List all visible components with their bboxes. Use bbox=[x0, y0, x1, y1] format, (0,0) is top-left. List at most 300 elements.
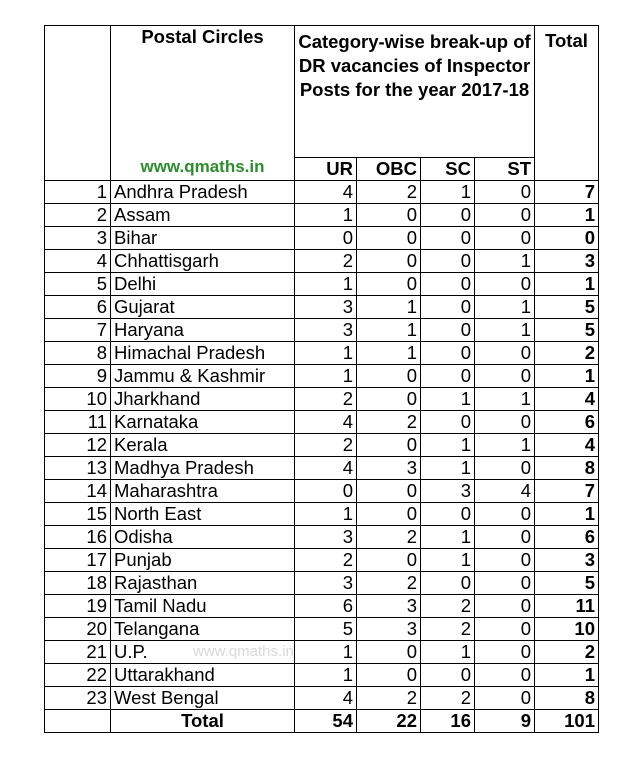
row-serial-text: 4 bbox=[96, 250, 107, 271]
row-total-text: 7 bbox=[584, 181, 595, 202]
row-sc bbox=[421, 641, 475, 664]
row-ur-text: 6 bbox=[342, 595, 353, 616]
row-obc-text: 1 bbox=[406, 296, 417, 317]
row-ur-text: 2 bbox=[342, 434, 353, 455]
row-sc-text: 1 bbox=[460, 181, 471, 202]
row-st-text: 1 bbox=[520, 434, 531, 455]
row-total-text: 6 bbox=[584, 526, 595, 547]
row-postal-circle-text: Jharkhand bbox=[114, 388, 201, 409]
postal-circles-label: Postal Circles bbox=[141, 26, 264, 47]
row-obc bbox=[357, 227, 421, 250]
row-obc-text: 3 bbox=[406, 618, 417, 639]
row-total bbox=[535, 319, 599, 342]
row-total-text: 8 bbox=[584, 687, 595, 708]
row-postal-circle bbox=[111, 526, 295, 549]
table-row bbox=[45, 227, 599, 250]
row-serial bbox=[45, 342, 111, 365]
row-st bbox=[475, 664, 535, 687]
row-postal-circle-text: Himachal Pradesh bbox=[114, 342, 266, 363]
row-postal-circle-text: Assam bbox=[114, 204, 171, 225]
row-postal-circle-text: Punjab bbox=[114, 549, 172, 570]
row-obc-text: 2 bbox=[406, 572, 417, 593]
row-postal-circle-text: Odisha bbox=[114, 526, 173, 547]
row-total bbox=[535, 664, 599, 687]
row-postal-circle bbox=[111, 480, 295, 503]
row-st bbox=[475, 549, 535, 572]
row-postal-circle-text: Kerala bbox=[114, 434, 168, 455]
st-header: ST bbox=[475, 158, 535, 181]
row-ur bbox=[295, 388, 357, 411]
row-sc bbox=[421, 595, 475, 618]
row-st bbox=[475, 687, 535, 710]
row-total-text: 1 bbox=[584, 664, 595, 685]
row-total bbox=[535, 641, 599, 664]
row-total-text: 1 bbox=[584, 204, 595, 225]
row-ur-text: 3 bbox=[342, 526, 353, 547]
row-sc-text: 0 bbox=[460, 250, 471, 271]
row-obc-text: 2 bbox=[406, 181, 417, 202]
row-serial bbox=[45, 296, 111, 319]
row-st bbox=[475, 273, 535, 296]
row-total bbox=[535, 457, 599, 480]
row-serial bbox=[45, 664, 111, 687]
row-obc-text: 2 bbox=[406, 687, 417, 708]
row-serial bbox=[45, 365, 111, 388]
row-sc-text: 0 bbox=[460, 227, 471, 248]
row-total bbox=[535, 618, 599, 641]
row-st bbox=[475, 503, 535, 526]
table-row bbox=[45, 204, 599, 227]
row-obc-text: 2 bbox=[406, 411, 417, 432]
row-sc bbox=[421, 388, 475, 411]
table-row bbox=[45, 641, 599, 664]
row-obc-text: 0 bbox=[406, 434, 417, 455]
row-st-text: 0 bbox=[520, 687, 531, 708]
row-sc-text: 1 bbox=[460, 549, 471, 570]
row-ur bbox=[295, 549, 357, 572]
row-st bbox=[475, 250, 535, 273]
row-sc bbox=[421, 434, 475, 457]
row-sc-text: 0 bbox=[460, 296, 471, 317]
row-obc-text: 2 bbox=[406, 526, 417, 547]
table-row bbox=[45, 480, 599, 503]
row-ur-text: 1 bbox=[342, 664, 353, 685]
row-sc bbox=[421, 227, 475, 250]
row-total-text: 3 bbox=[584, 549, 595, 570]
row-serial-text: 7 bbox=[96, 319, 107, 340]
table-row bbox=[45, 549, 599, 572]
row-ur bbox=[295, 296, 357, 319]
row-total-text: 4 bbox=[584, 434, 595, 455]
row-serial-text: 1 bbox=[96, 181, 107, 202]
row-st-text: 0 bbox=[520, 365, 531, 386]
row-obc-text: 0 bbox=[406, 227, 417, 248]
row-st bbox=[475, 480, 535, 503]
row-st bbox=[475, 411, 535, 434]
row-postal-circle-text: Chhattisgarh bbox=[114, 250, 219, 271]
row-serial-text: 20 bbox=[86, 618, 107, 639]
row-postal-circle-text: Uttarakhand bbox=[114, 664, 215, 685]
row-total-text: 2 bbox=[584, 641, 595, 662]
row-total bbox=[535, 503, 599, 526]
row-st bbox=[475, 181, 535, 204]
row-serial bbox=[45, 204, 111, 227]
table-row bbox=[45, 457, 599, 480]
row-obc-text: 0 bbox=[406, 664, 417, 685]
totals-obc: 22 bbox=[357, 710, 421, 733]
row-sc-text: 2 bbox=[460, 687, 471, 708]
row-ur bbox=[295, 618, 357, 641]
row-st-text: 0 bbox=[520, 595, 531, 616]
row-ur bbox=[295, 572, 357, 595]
row-st-text: 0 bbox=[520, 457, 531, 478]
row-ur-text: 4 bbox=[342, 457, 353, 478]
row-sc-text: 0 bbox=[460, 342, 471, 363]
row-serial-text: 15 bbox=[86, 503, 107, 524]
row-serial bbox=[45, 549, 111, 572]
row-postal-circle bbox=[111, 388, 295, 411]
row-total bbox=[535, 434, 599, 457]
row-sc bbox=[421, 204, 475, 227]
row-total bbox=[535, 480, 599, 503]
website-label: www.qmaths.in bbox=[140, 157, 265, 176]
row-total bbox=[535, 296, 599, 319]
row-st-text: 1 bbox=[520, 319, 531, 340]
row-ur-text: 4 bbox=[342, 181, 353, 202]
row-serial-text: 23 bbox=[86, 687, 107, 708]
row-postal-circle bbox=[111, 595, 295, 618]
row-total bbox=[535, 273, 599, 296]
category-breakup-header: Category-wise break-up of DR vacancies of Inspector Posts for the year 2017-18 bbox=[295, 26, 535, 158]
row-postal-circle bbox=[111, 342, 295, 365]
row-ur-text: 4 bbox=[342, 687, 353, 708]
row-serial-text: 22 bbox=[86, 664, 107, 685]
row-obc-text: 0 bbox=[406, 503, 417, 524]
row-sc bbox=[421, 273, 475, 296]
row-total bbox=[535, 549, 599, 572]
row-postal-circle-text: Telangana bbox=[114, 618, 200, 639]
row-st-text: 0 bbox=[520, 227, 531, 248]
row-ur-text: 1 bbox=[342, 273, 353, 294]
totals-row bbox=[45, 710, 599, 733]
row-postal-circle-text: West Bengal bbox=[114, 687, 219, 708]
row-obc-text: 3 bbox=[406, 595, 417, 616]
row-sc bbox=[421, 687, 475, 710]
row-sc bbox=[421, 181, 475, 204]
row-obc bbox=[357, 434, 421, 457]
row-postal-circle-text: Madhya Pradesh bbox=[114, 457, 254, 478]
row-serial-text: 18 bbox=[86, 572, 107, 593]
row-ur bbox=[295, 434, 357, 457]
row-serial-text: 8 bbox=[96, 342, 107, 363]
row-obc bbox=[357, 250, 421, 273]
row-serial bbox=[45, 273, 111, 296]
row-serial-text: 17 bbox=[86, 549, 107, 570]
row-postal-circle bbox=[111, 181, 295, 204]
row-postal-circle bbox=[111, 434, 295, 457]
row-obc bbox=[357, 664, 421, 687]
row-serial-text: 19 bbox=[86, 595, 107, 616]
row-total bbox=[535, 411, 599, 434]
row-obc bbox=[357, 641, 421, 664]
row-postal-circle-text: Gujarat bbox=[114, 296, 175, 317]
row-total bbox=[535, 204, 599, 227]
row-ur bbox=[295, 595, 357, 618]
row-serial-text: 14 bbox=[86, 480, 107, 501]
row-serial bbox=[45, 388, 111, 411]
row-sc-text: 1 bbox=[460, 388, 471, 409]
row-sc bbox=[421, 250, 475, 273]
row-total-text: 1 bbox=[584, 503, 595, 524]
row-serial bbox=[45, 480, 111, 503]
row-total-text: 5 bbox=[584, 572, 595, 593]
table-row bbox=[45, 273, 599, 296]
row-total-text: 8 bbox=[584, 457, 595, 478]
row-sc bbox=[421, 526, 475, 549]
row-postal-circle-text: Haryana bbox=[114, 319, 184, 340]
row-st-text: 4 bbox=[520, 480, 531, 501]
totals-serial-cell bbox=[45, 710, 111, 733]
row-serial-text: 6 bbox=[96, 296, 107, 317]
vacancy-table bbox=[44, 25, 599, 733]
row-obc bbox=[357, 204, 421, 227]
row-serial-text: 3 bbox=[96, 227, 107, 248]
table-row bbox=[45, 526, 599, 549]
row-serial bbox=[45, 526, 111, 549]
row-postal-circle-text: Jammu & Kashmir bbox=[114, 365, 266, 386]
row-serial bbox=[45, 503, 111, 526]
row-ur-text: 2 bbox=[342, 250, 353, 271]
row-sc bbox=[421, 296, 475, 319]
row-postal-circle-text: Bihar bbox=[114, 227, 158, 248]
row-ur bbox=[295, 480, 357, 503]
total-header: Total bbox=[535, 26, 599, 181]
table-row bbox=[45, 319, 599, 342]
row-sc-text: 0 bbox=[460, 273, 471, 294]
row-postal-circle bbox=[111, 457, 295, 480]
row-serial bbox=[45, 641, 111, 664]
row-st-text: 0 bbox=[520, 572, 531, 593]
row-sc bbox=[421, 503, 475, 526]
row-total-text: 10 bbox=[574, 618, 595, 639]
row-serial bbox=[45, 595, 111, 618]
obc-header: OBC bbox=[357, 158, 421, 181]
row-obc bbox=[357, 365, 421, 388]
row-st-text: 0 bbox=[520, 618, 531, 639]
row-obc-text: 3 bbox=[406, 457, 417, 478]
row-serial-text: 5 bbox=[96, 273, 107, 294]
row-obc bbox=[357, 526, 421, 549]
row-total-text: 2 bbox=[584, 342, 595, 363]
row-obc bbox=[357, 595, 421, 618]
row-st bbox=[475, 204, 535, 227]
row-obc-text: 0 bbox=[406, 480, 417, 501]
row-sc bbox=[421, 319, 475, 342]
row-serial-text: 12 bbox=[86, 434, 107, 455]
table-row bbox=[45, 434, 599, 457]
row-obc bbox=[357, 296, 421, 319]
row-total bbox=[535, 365, 599, 388]
table-row bbox=[45, 365, 599, 388]
row-obc bbox=[357, 549, 421, 572]
row-postal-circle bbox=[111, 227, 295, 250]
row-serial-text: 9 bbox=[96, 365, 107, 386]
row-sc bbox=[421, 342, 475, 365]
row-st bbox=[475, 365, 535, 388]
table-row bbox=[45, 664, 599, 687]
totals-total: 101 bbox=[535, 710, 599, 733]
row-ur-text: 0 bbox=[342, 480, 353, 501]
row-st bbox=[475, 434, 535, 457]
row-serial-text: 16 bbox=[86, 526, 107, 547]
row-st-text: 1 bbox=[520, 296, 531, 317]
row-serial-text: 2 bbox=[96, 204, 107, 225]
row-total-text: 3 bbox=[584, 250, 595, 271]
row-ur-text: 1 bbox=[342, 204, 353, 225]
row-st-text: 0 bbox=[520, 503, 531, 524]
row-postal-circle-text: Karnataka bbox=[114, 411, 199, 432]
row-sc-text: 0 bbox=[460, 411, 471, 432]
row-serial bbox=[45, 181, 111, 204]
row-ur bbox=[295, 365, 357, 388]
row-serial bbox=[45, 434, 111, 457]
row-ur bbox=[295, 411, 357, 434]
table-row bbox=[45, 181, 599, 204]
row-sc-text: 2 bbox=[460, 595, 471, 616]
row-ur bbox=[295, 526, 357, 549]
row-st-text: 0 bbox=[520, 411, 531, 432]
row-st-text: 0 bbox=[520, 526, 531, 547]
row-st bbox=[475, 618, 535, 641]
row-total bbox=[535, 250, 599, 273]
row-postal-circle bbox=[111, 411, 295, 434]
row-total bbox=[535, 572, 599, 595]
row-postal-circle bbox=[111, 296, 295, 319]
row-sc-text: 3 bbox=[460, 480, 471, 501]
row-st bbox=[475, 319, 535, 342]
row-postal-circle-text: Maharashtra bbox=[114, 480, 218, 501]
row-total bbox=[535, 526, 599, 549]
row-st-text: 0 bbox=[520, 641, 531, 662]
row-serial bbox=[45, 227, 111, 250]
row-postal-circle bbox=[111, 572, 295, 595]
row-postal-circle bbox=[111, 664, 295, 687]
row-serial-text: 13 bbox=[86, 457, 107, 478]
row-postal-circle bbox=[111, 641, 295, 664]
row-postal-circle bbox=[111, 618, 295, 641]
table-row bbox=[45, 618, 599, 641]
row-st bbox=[475, 595, 535, 618]
row-obc bbox=[357, 342, 421, 365]
row-ur-text: 3 bbox=[342, 319, 353, 340]
row-st bbox=[475, 641, 535, 664]
row-obc-text: 0 bbox=[406, 204, 417, 225]
row-ur bbox=[295, 319, 357, 342]
header-row bbox=[45, 26, 599, 158]
row-total-text: 5 bbox=[584, 319, 595, 340]
row-total bbox=[535, 342, 599, 365]
row-postal-circle-text: Delhi bbox=[114, 273, 157, 294]
row-ur bbox=[295, 204, 357, 227]
row-ur-text: 2 bbox=[342, 549, 353, 570]
row-sc bbox=[421, 618, 475, 641]
table-row bbox=[45, 342, 599, 365]
watermark-text: www.qmaths.in bbox=[193, 643, 294, 660]
row-ur bbox=[295, 503, 357, 526]
row-ur bbox=[295, 687, 357, 710]
row-postal-circle-text: U.P. bbox=[114, 641, 148, 662]
row-postal-circle bbox=[111, 204, 295, 227]
row-sc bbox=[421, 480, 475, 503]
row-serial-text: 11 bbox=[87, 411, 107, 432]
row-ur-text: 5 bbox=[342, 618, 353, 639]
row-serial bbox=[45, 572, 111, 595]
totals-ur: 54 bbox=[295, 710, 357, 733]
row-postal-circle bbox=[111, 273, 295, 296]
row-serial bbox=[45, 411, 111, 434]
row-st-text: 0 bbox=[520, 273, 531, 294]
row-st-text: 0 bbox=[520, 549, 531, 570]
row-obc bbox=[357, 319, 421, 342]
row-postal-circle-text: Andhra Pradesh bbox=[114, 181, 248, 202]
row-sc-text: 1 bbox=[460, 641, 471, 662]
row-st-text: 0 bbox=[520, 204, 531, 225]
row-ur-text: 4 bbox=[342, 411, 353, 432]
row-ur-text: 1 bbox=[342, 365, 353, 386]
row-st-text: 1 bbox=[520, 388, 531, 409]
row-postal-circle bbox=[111, 365, 295, 388]
serial-header-cell bbox=[45, 26, 111, 181]
sc-header: SC bbox=[421, 158, 475, 181]
row-postal-circle bbox=[111, 687, 295, 710]
row-postal-circle-text: Tamil Nadu bbox=[114, 595, 207, 616]
row-sc-text: 0 bbox=[460, 365, 471, 386]
row-obc bbox=[357, 480, 421, 503]
row-sc-text: 1 bbox=[460, 434, 471, 455]
row-sc bbox=[421, 411, 475, 434]
row-obc bbox=[357, 388, 421, 411]
row-ur bbox=[295, 273, 357, 296]
row-total bbox=[535, 181, 599, 204]
table-row bbox=[45, 296, 599, 319]
row-obc bbox=[357, 687, 421, 710]
row-ur bbox=[295, 250, 357, 273]
row-sc bbox=[421, 664, 475, 687]
row-obc bbox=[357, 411, 421, 434]
row-st-text: 0 bbox=[520, 181, 531, 202]
row-obc bbox=[357, 457, 421, 480]
row-serial-text: 10 bbox=[86, 388, 107, 409]
row-postal-circle-text: Rajasthan bbox=[114, 572, 198, 593]
row-obc bbox=[357, 181, 421, 204]
row-ur bbox=[295, 664, 357, 687]
row-sc bbox=[421, 549, 475, 572]
ur-header: UR bbox=[295, 158, 357, 181]
row-total-text: 11 bbox=[575, 595, 595, 616]
row-serial bbox=[45, 618, 111, 641]
row-obc-text: 0 bbox=[406, 273, 417, 294]
row-serial-text: 21 bbox=[86, 641, 107, 662]
row-ur-text: 0 bbox=[342, 227, 353, 248]
row-sc-text: 2 bbox=[460, 618, 471, 639]
row-total bbox=[535, 388, 599, 411]
row-postal-circle bbox=[111, 549, 295, 572]
postal-circles-header bbox=[111, 26, 295, 181]
table-row bbox=[45, 503, 599, 526]
row-obc-text: 0 bbox=[406, 365, 417, 386]
row-total-text: 5 bbox=[584, 296, 595, 317]
row-sc-text: 0 bbox=[460, 319, 471, 340]
